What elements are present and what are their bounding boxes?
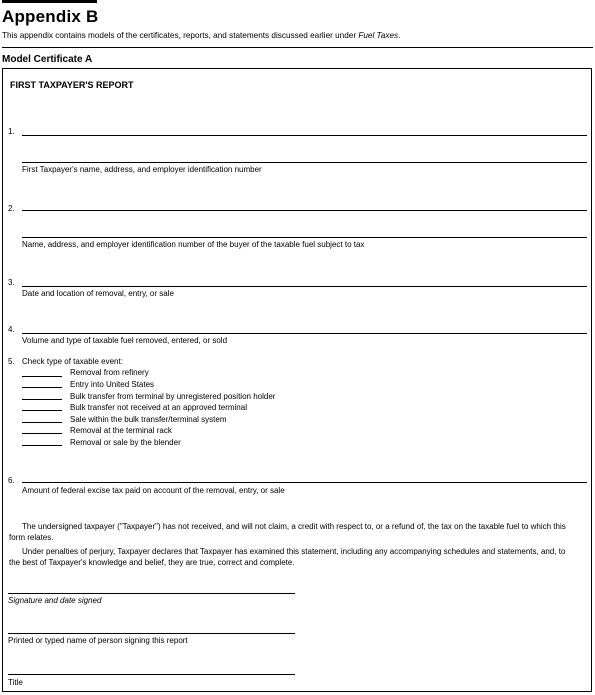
item-4-line[interactable] xyxy=(22,333,587,334)
statement-perjury: Under penalties of perjury, Taxpayer declares that Taxpayer has examined this statement, including any accompanying schedules and statements, and, to the best of Taxpayer's knowledge and belief, they are true, correct and complete. xyxy=(9,547,566,567)
event-blank-4[interactable] xyxy=(22,410,62,411)
title-label: Title xyxy=(8,678,23,687)
item-2-number: 2. xyxy=(8,204,15,213)
event-blank-7[interactable] xyxy=(22,445,62,446)
item-4-number: 4. xyxy=(8,325,15,334)
title-line[interactable] xyxy=(8,674,295,675)
item-2-line-a[interactable] xyxy=(22,210,587,211)
event-label: Removal at the terminal rack xyxy=(70,426,172,435)
item-4-caption: Volume and type of taxable fuel removed, entered, or sold xyxy=(22,336,228,345)
item-3-caption: Date and location of removal, entry, or sale xyxy=(22,289,174,298)
intro-suffix: . xyxy=(398,31,401,40)
item-1-line-a[interactable] xyxy=(22,135,587,136)
report-title: FIRST TAXPAYER'S REPORT xyxy=(10,80,134,90)
event-label: Sale within the bulk transfer/terminal system xyxy=(70,415,227,424)
item-2-caption: Name, address, and employer identification number of the buyer of the taxable fuel subject to tax xyxy=(22,240,365,249)
statement-no-credit: The undersigned taxpayer ("Taxpayer") has not received, and will not claim, a credit with respect to, or a refund of, the tax on the taxable fuel to which this form relates. xyxy=(9,522,566,542)
model-certificate-title: Model Certificate A xyxy=(2,54,93,65)
event-blank-6[interactable] xyxy=(22,433,62,434)
printed-name-line[interactable] xyxy=(8,633,295,634)
item-3-number: 3. xyxy=(8,278,15,287)
page-title: Appendix B xyxy=(2,7,99,26)
item-3-line[interactable] xyxy=(22,286,587,287)
check-heading: Check type of taxable event: xyxy=(22,357,123,366)
event-label: Entry into United States xyxy=(70,380,155,389)
event-label: Removal from refinery xyxy=(70,368,149,377)
header-rule xyxy=(2,0,97,3)
signature-line[interactable] xyxy=(8,593,295,594)
event-blank-1[interactable] xyxy=(22,376,62,377)
item-6-line[interactable] xyxy=(22,482,587,483)
item-1-line-b[interactable] xyxy=(22,162,587,163)
item-1-number: 1. xyxy=(8,127,15,136)
signature-label: Signature and date signed xyxy=(8,596,102,605)
event-label: Removal or sale by the blender xyxy=(70,438,181,447)
printed-name-label: Printed or typed name of person signing this report xyxy=(8,636,188,645)
event-blank-3[interactable] xyxy=(22,399,62,400)
event-blank-2[interactable] xyxy=(22,387,62,388)
item-1-caption: First Taxpayer's name, address, and employer identification number xyxy=(22,165,262,174)
item-6-caption: Amount of federal excise tax paid on account of the removal, entry, or sale xyxy=(22,486,285,495)
intro-emphasis: Fuel Taxes xyxy=(358,31,399,40)
event-blank-5[interactable] xyxy=(22,422,62,423)
item-5-number: 5. xyxy=(8,357,15,366)
item-2-line-b[interactable] xyxy=(22,237,587,238)
event-label: Bulk transfer from terminal by unregistered position holder xyxy=(70,392,276,401)
intro-prefix: This appendix contains models of the certificates, reports, and statements discussed earlier under xyxy=(2,31,359,40)
event-label: Bulk transfer not received at an approved terminal xyxy=(70,403,247,412)
intro-text xyxy=(2,31,400,40)
section-divider xyxy=(2,47,593,48)
item-6-number: 6. xyxy=(8,476,15,485)
